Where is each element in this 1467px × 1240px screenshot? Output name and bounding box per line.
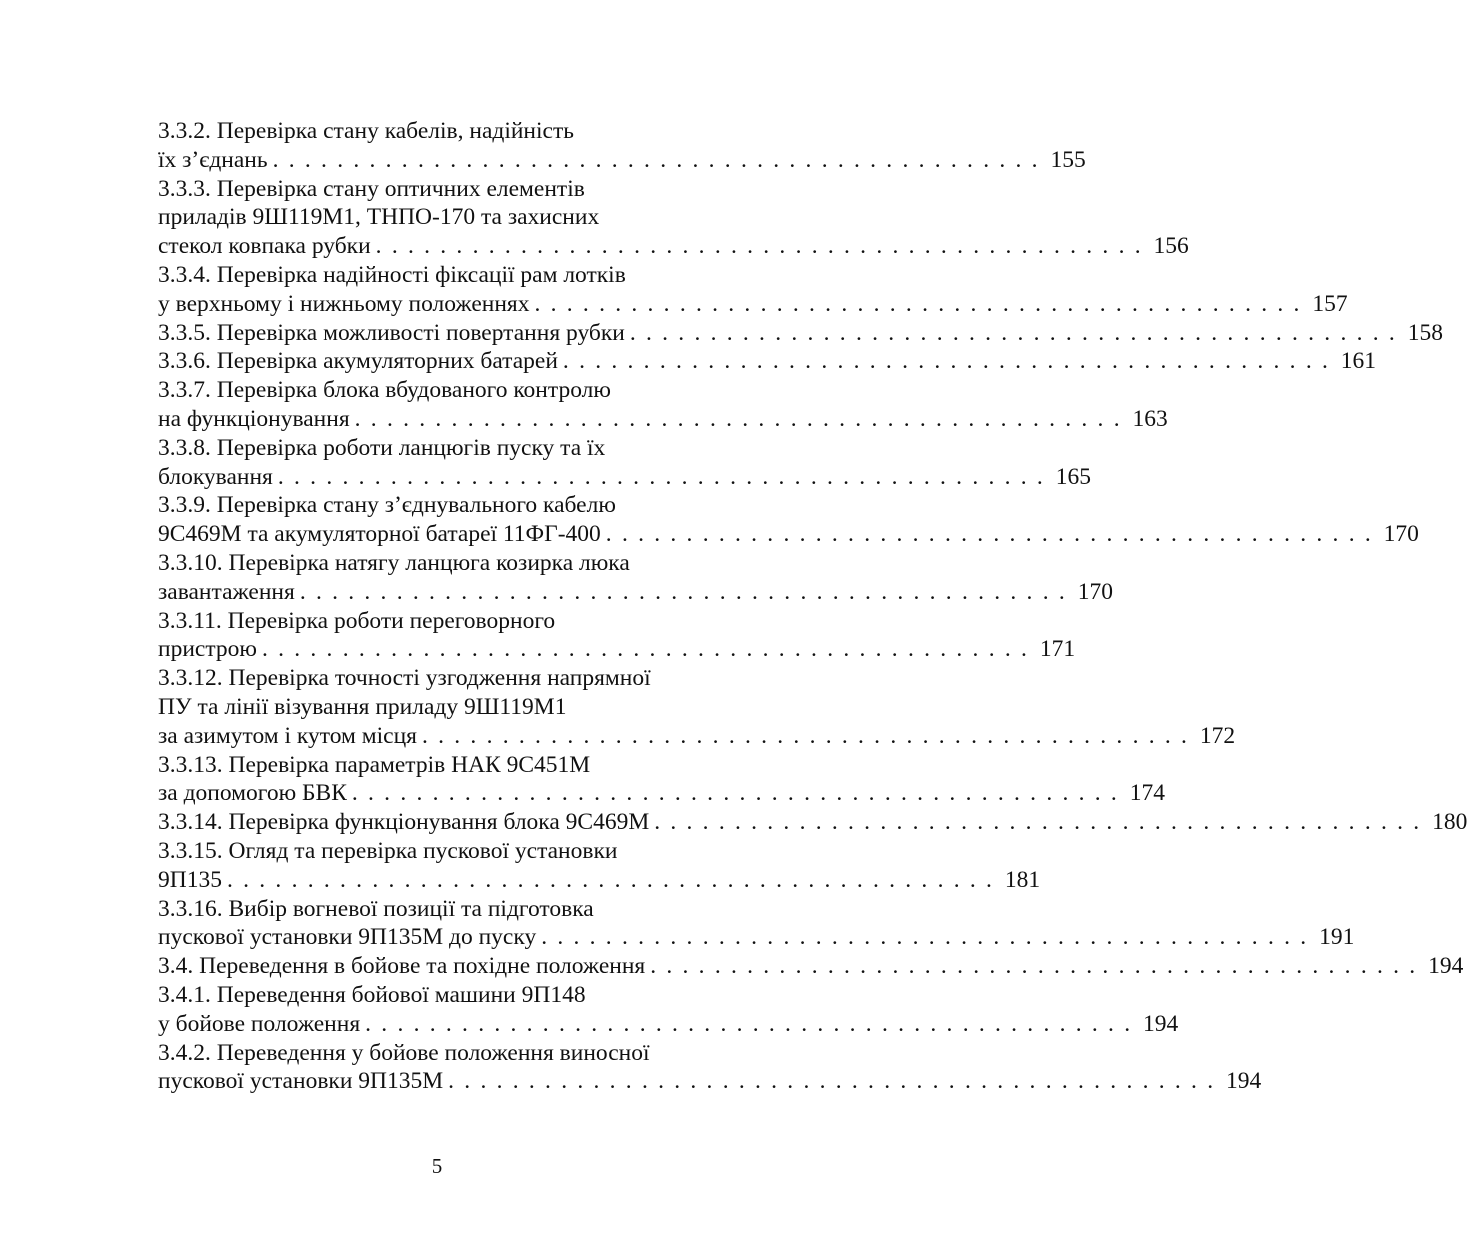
toc-entry-title: 3.4. Переведення в бойове та похідне положення: [158, 953, 646, 980]
toc-entry-title: 9С469М та акумуляторної батареї 11ФГ-400: [158, 521, 601, 548]
toc-page-number: 170: [1383, 521, 1419, 548]
toc-entry: [158, 491, 1419, 549]
toc-page-number: 171: [1039, 636, 1076, 663]
toc-entry-line: 3.3.16. Вибір вогневої позиції та підготовка: [158, 895, 594, 922]
toc-entry-last-line: [158, 290, 1348, 319]
toc-entry: [158, 837, 1041, 895]
dot-leader: . . . . . . . . . . . . . . . . . . . . . . . . . . . . . . . . . . . . . . . . . . . . . . . .: [562, 348, 1331, 375]
toc-entry: [158, 376, 1168, 434]
dot-leader: . . . . . . . . . . . . . . . . . . . . . . . . . . . . . . . . . . . . . . . . . . . . . . . .: [650, 953, 1418, 980]
toc-entry-line: 3.3.13. Перевірка параметрів НАК 9С451М: [158, 751, 591, 778]
toc-entry: [158, 319, 1443, 348]
toc-entry: [158, 117, 1086, 175]
toc-entry-line: 3.4.1. Переведення бойової машини 9П148: [158, 981, 586, 1008]
toc-entry-last-line: [158, 923, 1355, 952]
toc-entry-title: у бойове положення: [158, 1010, 361, 1037]
toc-entry-last-line: [158, 808, 1467, 837]
dot-leader: . . . . . . . . . . . . . . . . . . . . . . . . . . . . . . . . . . . . . . . . . . . . . . . .: [654, 809, 1422, 836]
toc-entry-title: за азимутом і кутом місця: [158, 722, 417, 749]
toc-page-number: 180: [1432, 809, 1467, 836]
dot-leader: . . . . . . . . . . . . . . . . . . . . . . . . . . . . . . . . . . . . . . . . . . . . . . . .: [375, 233, 1143, 260]
toc-entry-line: 3.3.8. Перевірка роботи ланцюгів пуску та їх: [158, 434, 606, 461]
toc-entry-last-line: [158, 779, 1165, 808]
toc-entry-last-line: [158, 1067, 1262, 1096]
toc-entry: [158, 549, 1113, 607]
toc-page-number: 194: [1428, 953, 1464, 980]
toc-entry-title: на функціонування: [158, 405, 350, 432]
toc-entry-last-line: [158, 578, 1113, 607]
toc-entry-line: 3.3.7. Перевірка блока вбудованого контролю: [158, 377, 611, 404]
dot-leader: . . . . . . . . . . . . . . . . . . . . . . . . . . . . . . . . . . . . . . . . . . . . . . . .: [354, 405, 1122, 432]
toc-entry: [158, 895, 1355, 953]
toc-page-number: 155: [1050, 146, 1086, 173]
toc-entry-title: за допомогою БВК: [158, 780, 347, 807]
table-of-contents: [158, 117, 1467, 1096]
toc-entry: [158, 347, 1377, 376]
dot-leader: . . . . . . . . . . . . . . . . . . . . . . . . . . . . . . . . . . . . . . . . . . . . . . . .: [605, 521, 1373, 548]
toc-entry-line: ПУ та лінії візування приладу 9Ш119М1: [158, 693, 567, 720]
toc-entry: [158, 261, 1348, 319]
toc-page-number: 172: [1199, 722, 1236, 749]
dot-leader: . . . . . . . . . . . . . . . . . . . . . . . . . . . . . . . . . . . . . . . . . . . . . . . .: [541, 924, 1309, 951]
toc-page-number: 165: [1055, 463, 1091, 490]
toc-page-number: 191: [1319, 924, 1355, 951]
toc-entry: [158, 981, 1179, 1039]
toc-entry-line: приладів 9Ш119М1, ТНПО-170 та захисних: [158, 204, 600, 231]
toc-entry-line: 3.3.4. Перевірка надійності фіксації рам лотків: [158, 261, 626, 288]
toc-entry-line: 3.3.2. Перевірка стану кабелів, надійність: [158, 118, 574, 144]
toc-entry-title: їх з’єднань: [158, 146, 268, 173]
toc-page-number: 194: [1143, 1010, 1179, 1037]
toc-page-number: 161: [1340, 348, 1377, 375]
toc-entry-line: 3.3.3. Перевірка стану оптичних елементів: [158, 175, 585, 202]
toc-entry: [158, 664, 1236, 750]
toc-entry-line: 3.4.2. Переведення у бойове положення виносної: [158, 1039, 650, 1066]
toc-page-number: 156: [1153, 233, 1189, 260]
dot-leader: . . . . . . . . . . . . . . . . . . . . . . . . . . . . . . . . . . . . . . . . . . . . . . . .: [299, 578, 1067, 605]
toc-entry-title: пускової установки 9П135М до пуску: [158, 924, 537, 951]
toc-entry-title: 9П135: [158, 866, 222, 893]
toc-page-number: 157: [1312, 290, 1348, 317]
toc-entry-line: 3.3.10. Перевірка натягу ланцюга козирка люка: [158, 549, 630, 576]
dot-leader: . . . . . . . . . . . . . . . . . . . . . . . . . . . . . . . . . . . . . . . . . . . . . . . .: [226, 866, 995, 893]
toc-entry-line: 3.3.15. Огляд та перевірка пускової установки: [158, 837, 618, 864]
toc-entry-last-line: [158, 463, 1091, 492]
toc-entry-title: 3.3.14. Перевірка функціонування блока 9С469М: [158, 809, 650, 836]
toc-entry-title: пристрою: [158, 636, 257, 663]
toc-entry: [158, 751, 1165, 809]
dot-leader: . . . . . . . . . . . . . . . . . . . . . . . . . . . . . . . . . . . . . . . . . . . . . . . .: [272, 146, 1040, 173]
dot-leader: . . . . . . . . . . . . . . . . . . . . . . . . . . . . . . . . . . . . . . . . . . . . . . . .: [629, 319, 1397, 346]
toc-page-number: 163: [1132, 405, 1168, 432]
toc-page-number: 170: [1077, 578, 1113, 605]
toc-entry-last-line: [158, 952, 1464, 981]
toc-entry-title: завантаження: [158, 578, 295, 605]
toc-entry-line: 3.3.9. Перевірка стану з’єднувального кабелю: [158, 492, 616, 519]
toc-page-number: 194: [1226, 1068, 1262, 1095]
toc-entry-last-line: [158, 146, 1086, 175]
toc-entry-last-line: [158, 520, 1419, 549]
toc-entry: [158, 434, 1091, 492]
dot-leader: . . . . . . . . . . . . . . . . . . . . . . . . . . . . . . . . . . . . . . . . . . . . . . . .: [351, 780, 1119, 807]
toc-entry-line: 3.3.11. Перевірка роботи переговорного: [158, 607, 556, 634]
dot-leader: . . . . . . . . . . . . . . . . . . . . . . . . . . . . . . . . . . . . . . . . . . . . . . . .: [261, 636, 1030, 663]
toc-entry-line: 3.3.12. Перевірка точності узгодження напрямної: [158, 665, 651, 692]
toc-page-number: 181: [1004, 866, 1041, 893]
toc-entry-last-line: [158, 722, 1236, 751]
dot-leader: . . . . . . . . . . . . . . . . . . . . . . . . . . . . . . . . . . . . . . . . . . . . . . . .: [448, 1068, 1216, 1095]
toc-entry-title: блокування: [158, 463, 273, 490]
dot-leader: . . . . . . . . . . . . . . . . . . . . . . . . . . . . . . . . . . . . . . . . . . . . . . . .: [365, 1010, 1133, 1037]
toc-entry: [158, 607, 1076, 665]
toc-entry-title: пускової установки 9П135М: [158, 1068, 444, 1095]
dot-leader: . . . . . . . . . . . . . . . . . . . . . . . . . . . . . . . . . . . . . . . . . . . . . . . .: [277, 463, 1045, 490]
toc-page-number: 174: [1129, 780, 1165, 807]
toc-entry: [158, 808, 1467, 837]
toc-entry-title: 3.3.6. Перевірка акумуляторних батарей: [158, 348, 558, 375]
toc-entry: [158, 175, 1189, 261]
page-number: 5: [431, 1154, 443, 1178]
toc-entry: [158, 1039, 1262, 1097]
toc-entry-last-line: [158, 866, 1041, 895]
toc-entry-last-line: [158, 232, 1189, 261]
toc-entry-last-line: [158, 635, 1076, 664]
toc-entry: [158, 952, 1464, 981]
toc-entry-title: у верхньому і нижньому положеннях: [158, 290, 530, 317]
toc-entry-last-line: [158, 405, 1168, 434]
dot-leader: . . . . . . . . . . . . . . . . . . . . . . . . . . . . . . . . . . . . . . . . . . . . . . . .: [421, 722, 1190, 749]
toc-page-number: 158: [1407, 319, 1443, 346]
dot-leader: . . . . . . . . . . . . . . . . . . . . . . . . . . . . . . . . . . . . . . . . . . . . . . . .: [534, 290, 1302, 317]
toc-entry-last-line: [158, 1010, 1179, 1039]
toc-entry-title: 3.3.5. Перевірка можливості повертання рубки: [158, 319, 625, 346]
toc-entry-last-line: [158, 347, 1377, 376]
toc-entry-title: стекол ковпака рубки: [158, 233, 371, 260]
toc-entry-last-line: [158, 319, 1443, 348]
